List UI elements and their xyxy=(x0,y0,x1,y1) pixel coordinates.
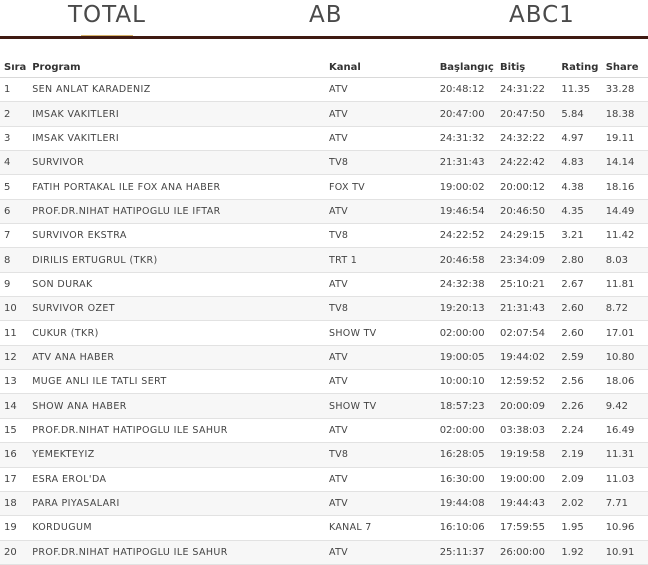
rating-cell: 11.35 xyxy=(561,78,605,102)
rating-cell: 2.80 xyxy=(561,248,605,272)
program-cell: PROF.DR.NIHAT HATIPOGLU ILE SAHUR xyxy=(32,540,329,564)
program-cell: SURVIVOR OZET xyxy=(32,297,329,321)
program-cell: SURVIVOR xyxy=(32,151,329,175)
table-row xyxy=(0,370,648,394)
rank-cell: 10 xyxy=(0,297,32,321)
end-time-cell: 24:22:42 xyxy=(500,151,561,175)
rank-cell: 19 xyxy=(0,516,32,540)
start-time-cell: 21:31:43 xyxy=(440,151,500,175)
program-cell: PROF.DR.NIHAT HATIPOGLU ILE SAHUR xyxy=(32,418,329,442)
share-cell: 14.49 xyxy=(606,199,648,223)
channel-cell: TV8 xyxy=(329,297,440,321)
rating-cell: 4.38 xyxy=(561,175,605,199)
rating-cell: 1.95 xyxy=(561,516,605,540)
rating-cell: 2.67 xyxy=(561,272,605,296)
rank-cell: 6 xyxy=(0,199,32,223)
end-time-cell: 19:19:58 xyxy=(500,443,561,467)
program-cell: ATV ANA HABER xyxy=(32,345,329,369)
rating-cell: 4.83 xyxy=(561,151,605,175)
channel-cell: SHOW TV xyxy=(329,321,440,345)
tab-total[interactable]: TOTAL xyxy=(68,2,146,28)
program-cell: PARA PIYASALARI xyxy=(32,491,329,515)
table-body xyxy=(0,78,648,565)
column-header-share: Share xyxy=(606,58,648,78)
end-time-cell: 20:00:09 xyxy=(500,394,561,418)
channel-cell: KANAL 7 xyxy=(329,516,440,540)
tab-ab[interactable]: AB xyxy=(309,2,343,28)
end-time-cell: 12:59:52 xyxy=(500,370,561,394)
table-row xyxy=(0,224,648,248)
table-row xyxy=(0,78,648,102)
program-cell: PROF.DR.NIHAT HATIPOGLU ILE IFTAR xyxy=(32,199,329,223)
start-time-cell: 02:00:00 xyxy=(440,321,500,345)
share-cell: 11.42 xyxy=(606,224,648,248)
end-time-cell: 20:00:12 xyxy=(500,175,561,199)
rating-cell: 1.92 xyxy=(561,540,605,564)
rating-cell: 2.26 xyxy=(561,394,605,418)
table-row xyxy=(0,516,648,540)
end-time-cell: 26:00:00 xyxy=(500,540,561,564)
tab-bar xyxy=(0,0,648,34)
program-cell: MUGE ANLI ILE TATLI SERT xyxy=(32,370,329,394)
start-time-cell: 19:20:13 xyxy=(440,297,500,321)
share-cell: 10.80 xyxy=(606,345,648,369)
share-cell: 10.91 xyxy=(606,540,648,564)
column-header-start: Başlangıç xyxy=(440,58,500,78)
end-time-cell: 24:32:22 xyxy=(500,126,561,150)
table-row xyxy=(0,199,648,223)
rating-cell: 2.60 xyxy=(561,321,605,345)
rating-cell: 2.19 xyxy=(561,443,605,467)
end-time-cell: 25:10:21 xyxy=(500,272,561,296)
channel-cell: TV8 xyxy=(329,224,440,248)
rating-cell: 4.97 xyxy=(561,126,605,150)
table-row xyxy=(0,272,648,296)
channel-cell: ATV xyxy=(329,199,440,223)
rank-cell: 17 xyxy=(0,467,32,491)
rank-cell: 3 xyxy=(0,126,32,150)
table-row xyxy=(0,321,648,345)
rank-cell: 5 xyxy=(0,175,32,199)
share-cell: 33.28 xyxy=(606,78,648,102)
channel-cell: TV8 xyxy=(329,443,440,467)
program-cell: CUKUR (TKR) xyxy=(32,321,329,345)
rating-cell: 2.09 xyxy=(561,467,605,491)
channel-cell: ATV xyxy=(329,272,440,296)
column-header-rank: Sıra xyxy=(0,58,32,78)
table-row xyxy=(0,102,648,126)
program-cell: SHOW ANA HABER xyxy=(32,394,329,418)
program-cell: IMSAK VAKITLERI xyxy=(32,126,329,150)
rank-cell: 14 xyxy=(0,394,32,418)
channel-cell: ATV xyxy=(329,467,440,491)
ratings-table xyxy=(0,58,648,565)
channel-cell: ATV xyxy=(329,540,440,564)
end-time-cell: 19:44:02 xyxy=(500,345,561,369)
rank-cell: 11 xyxy=(0,321,32,345)
column-header-end: Bitiş xyxy=(500,58,561,78)
channel-cell: FOX TV xyxy=(329,175,440,199)
channel-cell: TV8 xyxy=(329,151,440,175)
end-time-cell: 24:31:22 xyxy=(500,78,561,102)
program-cell: KORDUGUM xyxy=(32,516,329,540)
rank-cell: 18 xyxy=(0,491,32,515)
program-cell: IMSAK VAKITLERI xyxy=(32,102,329,126)
end-time-cell: 20:47:50 xyxy=(500,102,561,126)
share-cell: 11.31 xyxy=(606,443,648,467)
share-cell: 8.72 xyxy=(606,297,648,321)
table-header-row xyxy=(0,58,648,78)
share-cell: 11.81 xyxy=(606,272,648,296)
start-time-cell: 25:11:37 xyxy=(440,540,500,564)
table-row xyxy=(0,467,648,491)
table-row xyxy=(0,126,648,150)
channel-cell: ATV xyxy=(329,126,440,150)
share-cell: 7.71 xyxy=(606,491,648,515)
share-cell: 14.14 xyxy=(606,151,648,175)
rank-cell: 9 xyxy=(0,272,32,296)
channel-cell: ATV xyxy=(329,345,440,369)
table-row xyxy=(0,443,648,467)
table-row xyxy=(0,418,648,442)
share-cell: 16.49 xyxy=(606,418,648,442)
start-time-cell: 20:48:12 xyxy=(440,78,500,102)
table-row xyxy=(0,394,648,418)
share-cell: 11.03 xyxy=(606,467,648,491)
start-time-cell: 18:57:23 xyxy=(440,394,500,418)
table-row xyxy=(0,345,648,369)
table-row xyxy=(0,491,648,515)
start-time-cell: 16:10:06 xyxy=(440,516,500,540)
start-time-cell: 19:44:08 xyxy=(440,491,500,515)
channel-cell: ATV xyxy=(329,418,440,442)
rank-cell: 2 xyxy=(0,102,32,126)
start-time-cell: 16:28:05 xyxy=(440,443,500,467)
channel-cell: ATV xyxy=(329,370,440,394)
share-cell: 18.38 xyxy=(606,102,648,126)
start-time-cell: 19:00:05 xyxy=(440,345,500,369)
share-cell: 10.96 xyxy=(606,516,648,540)
rating-cell: 2.02 xyxy=(561,491,605,515)
end-time-cell: 24:29:15 xyxy=(500,224,561,248)
start-time-cell: 02:00:00 xyxy=(440,418,500,442)
end-time-cell: 03:38:03 xyxy=(500,418,561,442)
start-time-cell: 16:30:00 xyxy=(440,467,500,491)
share-cell: 8.03 xyxy=(606,248,648,272)
share-cell: 18.16 xyxy=(606,175,648,199)
rank-cell: 13 xyxy=(0,370,32,394)
start-time-cell: 19:46:54 xyxy=(440,199,500,223)
end-time-cell: 21:31:43 xyxy=(500,297,561,321)
table-row xyxy=(0,297,648,321)
rank-cell: 8 xyxy=(0,248,32,272)
channel-cell: TRT 1 xyxy=(329,248,440,272)
share-cell: 17.01 xyxy=(606,321,648,345)
program-cell: SURVIVOR EKSTRA xyxy=(32,224,329,248)
rating-cell: 2.60 xyxy=(561,297,605,321)
start-time-cell: 10:00:10 xyxy=(440,370,500,394)
rank-cell: 12 xyxy=(0,345,32,369)
rank-cell: 1 xyxy=(0,78,32,102)
start-time-cell: 24:31:32 xyxy=(440,126,500,150)
rating-cell: 3.21 xyxy=(561,224,605,248)
start-time-cell: 20:47:00 xyxy=(440,102,500,126)
start-time-cell: 24:32:38 xyxy=(440,272,500,296)
end-time-cell: 20:46:50 xyxy=(500,199,561,223)
channel-cell: ATV xyxy=(329,78,440,102)
end-time-cell: 02:07:54 xyxy=(500,321,561,345)
rating-cell: 2.59 xyxy=(561,345,605,369)
program-cell: SON DURAK xyxy=(32,272,329,296)
end-time-cell: 17:59:55 xyxy=(500,516,561,540)
end-time-cell: 19:44:43 xyxy=(500,491,561,515)
program-cell: DIRILIS ERTUGRUL (TKR) xyxy=(32,248,329,272)
end-time-cell: 19:00:00 xyxy=(500,467,561,491)
rank-cell: 7 xyxy=(0,224,32,248)
column-header-rating: Rating xyxy=(561,58,605,78)
channel-cell: ATV xyxy=(329,102,440,126)
table-row xyxy=(0,175,648,199)
tab-abc1[interactable]: ABC1 xyxy=(509,2,575,28)
start-time-cell: 20:46:58 xyxy=(440,248,500,272)
header-divider xyxy=(0,36,648,39)
rating-cell: 2.56 xyxy=(561,370,605,394)
program-cell: SEN ANLAT KARADENIZ xyxy=(32,78,329,102)
rating-cell: 2.24 xyxy=(561,418,605,442)
column-header-channel: Kanal xyxy=(329,58,440,78)
start-time-cell: 24:22:52 xyxy=(440,224,500,248)
table-row xyxy=(0,248,648,272)
rank-cell: 4 xyxy=(0,151,32,175)
start-time-cell: 19:00:02 xyxy=(440,175,500,199)
rank-cell: 15 xyxy=(0,418,32,442)
rating-cell: 5.84 xyxy=(561,102,605,126)
column-header-program: Program xyxy=(32,58,329,78)
end-time-cell: 23:34:09 xyxy=(500,248,561,272)
rank-cell: 20 xyxy=(0,540,32,564)
share-cell: 18.06 xyxy=(606,370,648,394)
program-cell: ESRA EROL'DA xyxy=(32,467,329,491)
program-cell: FATIH PORTAKAL ILE FOX ANA HABER xyxy=(32,175,329,199)
channel-cell: SHOW TV xyxy=(329,394,440,418)
program-cell: YEMEKTEYIZ xyxy=(32,443,329,467)
table-row xyxy=(0,151,648,175)
share-cell: 9.42 xyxy=(606,394,648,418)
rank-cell: 16 xyxy=(0,443,32,467)
channel-cell: ATV xyxy=(329,491,440,515)
rating-cell: 4.35 xyxy=(561,199,605,223)
share-cell: 19.11 xyxy=(606,126,648,150)
